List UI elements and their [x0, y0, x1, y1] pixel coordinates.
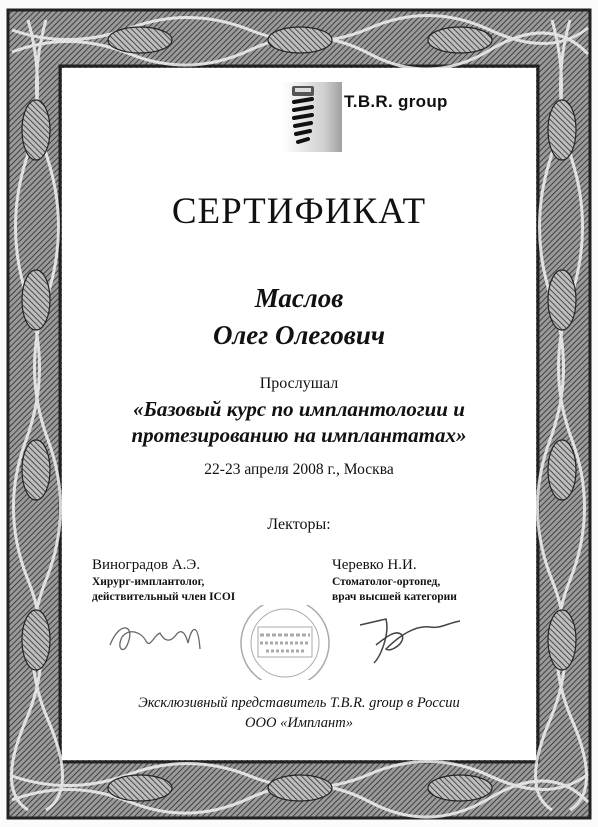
lecturer-role: Хирург-имплантолог,: [92, 576, 205, 588]
lecturer-role: действительный член ICOI: [92, 591, 236, 603]
listened-label: Прослушал: [259, 375, 339, 392]
lecturer-name: Виноградов А.Э.: [92, 557, 201, 573]
brand-name: T.B.R. group: [344, 92, 448, 111]
recipient-given-names: Олег Олегович: [212, 320, 386, 350]
certificate-title: СЕРТИФИКАТ: [171, 191, 427, 232]
lecturer-role: врач высшей категории: [332, 591, 457, 603]
signature-2: [360, 619, 460, 663]
lecturer-role: Стоматолог-ортопед,: [332, 576, 441, 588]
lecturer-1: [92, 557, 235, 605]
lecturer-name: Черевко Н.И.: [332, 557, 417, 573]
course-title-line-2: протезированию на имплантатах»: [131, 423, 467, 447]
stamp-icon: [241, 605, 329, 680]
signatures-and-stamp: [90, 605, 490, 680]
signature-1: [110, 628, 200, 650]
course-title: [0, 396, 598, 448]
recipient-surname: Маслов: [254, 283, 344, 313]
representative-line: Эксклюзивный представитель T.B.R. group в России: [138, 695, 460, 711]
course-title-line-1: «Базовый курс по имплантологии и: [133, 397, 465, 421]
company-name: ООО «Имплант»: [245, 715, 353, 731]
lecturers-heading: Лекторы:: [267, 516, 331, 533]
date-and-place: 22-23 апреля 2008 г., Москва: [204, 461, 394, 478]
lecturer-2: [332, 557, 457, 605]
